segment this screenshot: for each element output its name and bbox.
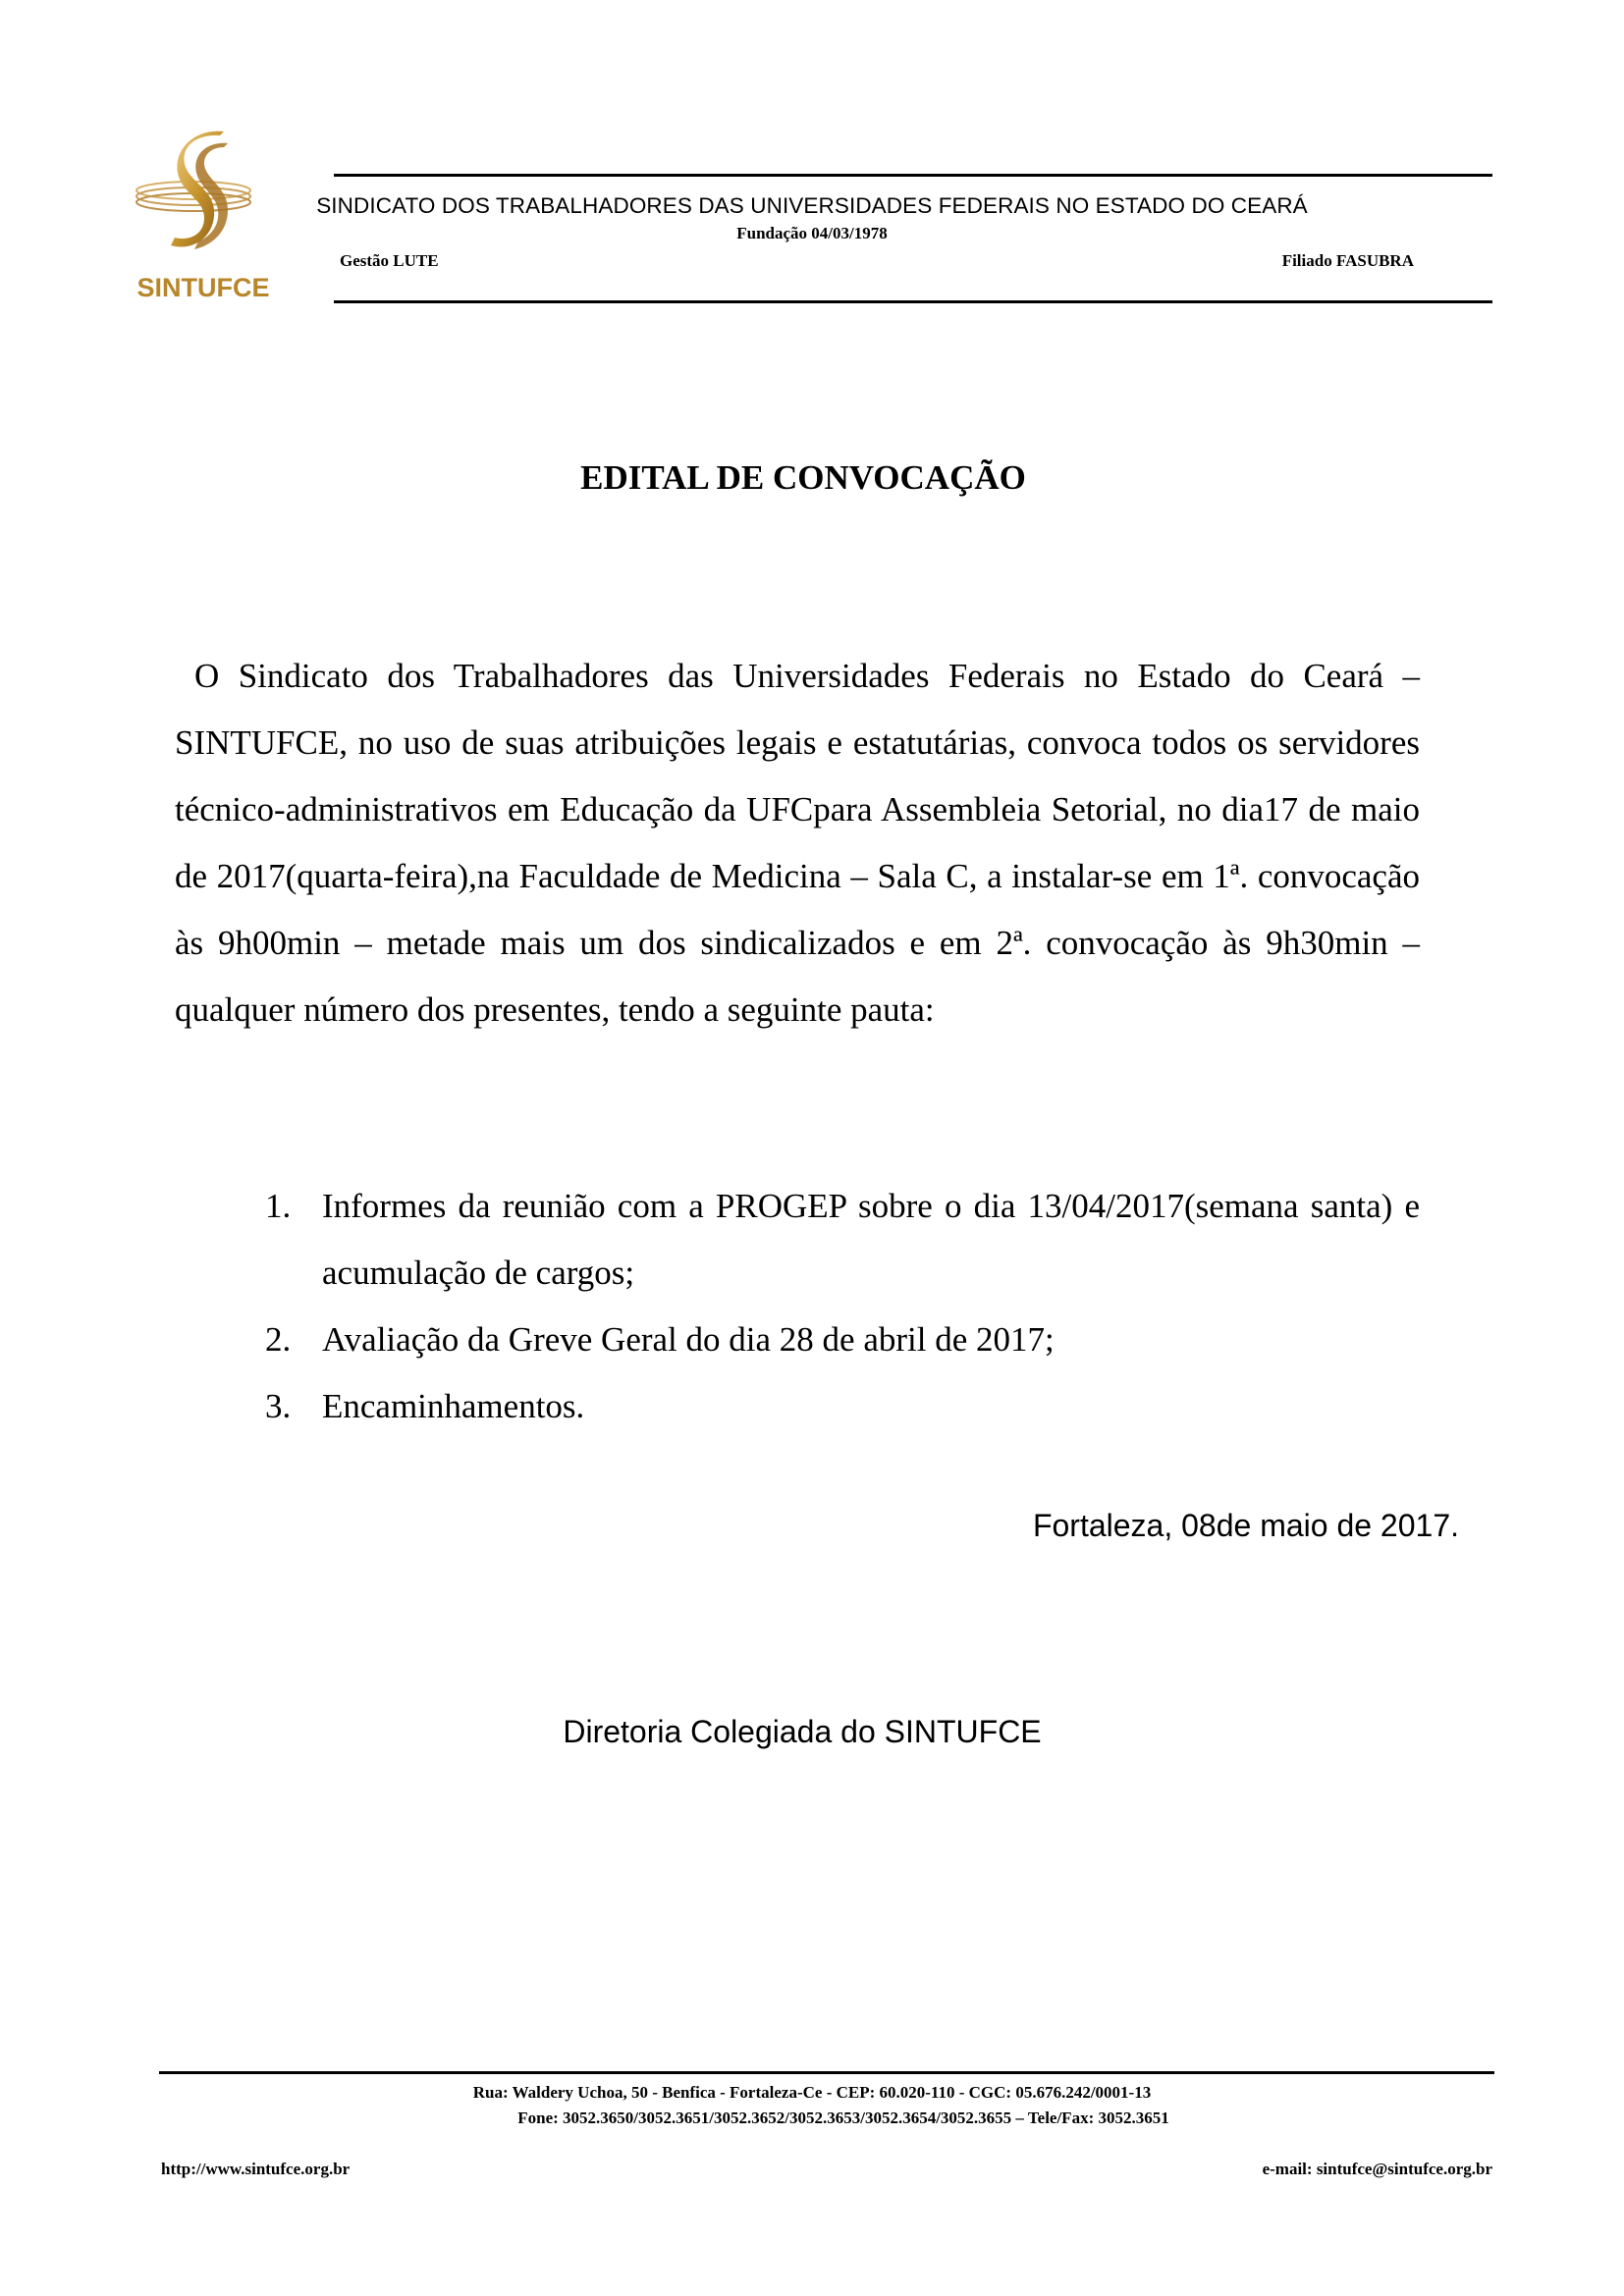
filiado-label: Filiado FASUBRA bbox=[1281, 251, 1414, 270]
agenda-list bbox=[265, 1173, 1420, 1440]
header-bottom-rule bbox=[334, 300, 1492, 303]
footer-website-link[interactable]: http://www.sintufce.org.br bbox=[161, 2160, 351, 2178]
logo-wordmark: SINTUFCE bbox=[136, 273, 270, 302]
agenda-item bbox=[265, 1307, 1420, 1373]
date-line: Fortaleza, 08de maio de 2017. bbox=[1032, 1508, 1459, 1543]
agenda-item-number: 3. bbox=[265, 1387, 292, 1425]
gestao-label: Gestão LUTE bbox=[340, 251, 439, 270]
agenda-item bbox=[265, 1373, 1420, 1440]
agenda-item-number: 1. bbox=[265, 1187, 292, 1225]
document-title: EDITAL DE CONVOCAÇÃO bbox=[580, 458, 1026, 497]
footer-rule bbox=[159, 2071, 1494, 2074]
footer-email-link[interactable]: e-mail: sintufce@sintufce.org.br bbox=[1262, 2160, 1492, 2178]
agenda-item-text: Informes da reunião com a PROGEP sobre o dia 13/04/2017(semana santa) e acumulação de cargos; bbox=[322, 1187, 1420, 1292]
founded-date: Fundação 04/03/1978 bbox=[736, 224, 888, 242]
agenda-item-text: Encaminhamentos. bbox=[322, 1387, 585, 1425]
sintufce-logo bbox=[130, 126, 277, 302]
convocation-paragraph: O Sindicato dos Trabalhadores das Universidades Federais no Estado do Ceará – SINTUFCE, no uso de suas atribuições legais e estatutárias, convoca todos os servidores técnico-administrativos em Educação da UFCpara Assembleia Setorial, no dia17 de maio de 2017(quarta-feira),na Faculdade de Medicina – Sala C, a instalar-se em 1ª. convocação às 9h00min – metade mais um dos sindicalizados e em 2ª. convocação às 9h30min – qualquer número dos presentes, tendo a seguinte pauta: bbox=[175, 657, 1420, 1029]
agenda-item-number: 2. bbox=[265, 1320, 292, 1359]
agenda-item bbox=[265, 1173, 1420, 1307]
org-name: SINDICATO DOS TRABALHADORES DAS UNIVERSIDADES FEDERAIS NO ESTADO DO CEARÁ bbox=[316, 193, 1308, 218]
header-top-rule bbox=[334, 174, 1492, 177]
footer-phones: Fone: 3052.3650/3052.3651/3052.3652/3052.3653/3052.3654/3052.3655 – Tele/Fax: 3052.3651 bbox=[517, 2109, 1169, 2127]
footer-address: Rua: Waldery Uchoa, 50 - Benfica - Fortaleza-Ce - CEP: 60.020-110 - CGC: 05.676.242/0001-13 bbox=[472, 2083, 1152, 2102]
agenda-item-text: Avaliação da Greve Geral do dia 28 de abril de 2017; bbox=[322, 1320, 1055, 1359]
signature: Diretoria Colegiada do SINTUFCE bbox=[563, 1714, 1042, 1749]
